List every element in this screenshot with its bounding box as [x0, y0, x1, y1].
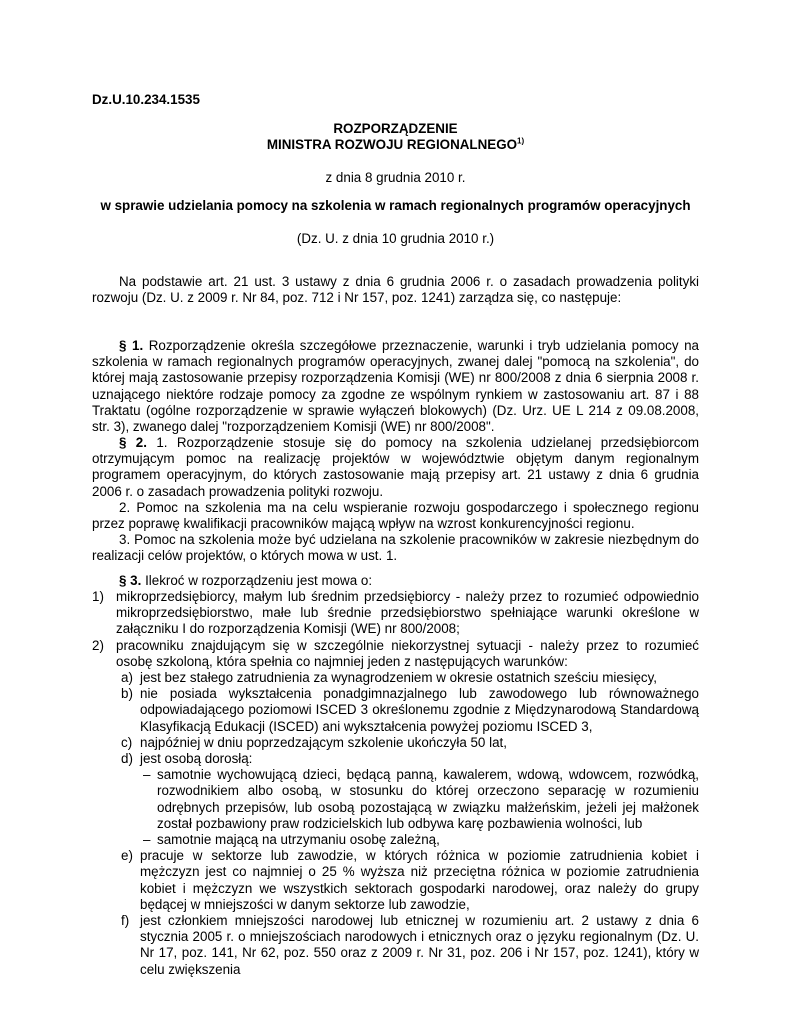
- sub-item-text: jest członkiem mniejszości narodowej lub etnicznej w rozumieniu art. 2 ustawy z dnia 6 stycznia 2005 r. o mniejszościach narodowych i etnicznych oraz o języku regionalnym (Dz. U. Nr 17, poz. 141, Nr 62, poz. 550 oraz z 2009 r. Nr 31, poz. 206 i Nr 157, poz. 1241), który w celu zwiększenia: [140, 913, 699, 977]
- sub-item: [116, 913, 699, 978]
- sub-item-letter: c): [121, 734, 133, 750]
- sub-item: [116, 686, 699, 735]
- item-number: 2): [92, 637, 104, 653]
- sub-item: [116, 735, 699, 751]
- sub-item: [116, 670, 699, 686]
- section-2: [92, 435, 699, 565]
- title-footnote-mark: 1): [517, 136, 525, 146]
- dash-item-text: samotnie mającą na utrzymaniu osobę zależną,: [157, 832, 440, 848]
- sub-item-letter: e): [121, 848, 133, 864]
- section-3-intro: [92, 573, 699, 589]
- item-text: mikroprzedsiębiorcy, małym lub średnim przedsiębiorcy - należy przez to rozumieć odpowiednio mikroprzedsiębiorstwo, małe lub średnie przedsiębiorstwo spełniające warunki określone w załączniku I do rozporządzenia Komisji (WE) nr 800/2008;: [116, 589, 699, 637]
- definitions-list: [92, 589, 699, 978]
- dash-item-text: samotnie wychowującą dzieci, będącą panną, kawalerem, wdową, wdowcem, rozwódką, rozwodnikiem albo osobą, w stosunku do której orzeczono separację w rozumieniu odrębnych przepisów, lub osobą pozostającą w związku małżeńskim, jeżeli jej małżonek został pozbawiony praw rodzicielskich lub odbywa karę pozbawienia wolności, lub: [157, 767, 699, 831]
- dash-item: [140, 767, 699, 832]
- sub-item-text: jest bez stałego zatrudnienia za wynagrodzeniem w okresie ostatnich sześciu miesięcy,: [140, 670, 658, 686]
- section-2-para-2: 2. Pomoc na szkolenia ma na celu wspieranie rozwoju gospodarczego i społecznego regionu przez poprawę kwalifikacji pracowników mającą wpływ na wzrost konkurencyjności regionu.: [92, 499, 699, 532]
- sub-item: [116, 751, 699, 767]
- dash-mark: –: [143, 832, 151, 848]
- preamble: Na podstawie art. 21 ust. 3 ustawy z dnia 6 grudnia 2006 r. o zasadach prowadzenia polityki rozwoju (Dz. U. z 2009 r. Nr 84, poz. 712 i Nr 157, poz. 1241) zarządza się, co następuje:: [92, 274, 699, 306]
- list-item: [92, 589, 699, 638]
- publication-reference: (Dz. U. z dnia 10 grudnia 2010 r.): [296, 231, 495, 246]
- section-3-intro-text: Ilekroć w rozporządzeniu jest mowa o:: [141, 573, 373, 588]
- section-2-para-1-text: 1. Rozporządzenie stosuje się do pomocy na szkolenia udzielanej przedsiębiorcom otrzymującym pomoc na realizację projektów w województwie objętym danym regionalnym programem operacyjnym, do których zastosowanie mają przepisy art. 21 ustawy z dnia 6 grudnia 2006 r. o zasadach prowadzenia polityki rozwoju.: [92, 435, 699, 499]
- sub-item-letter: a): [121, 670, 133, 686]
- item-text: pracowniku znajdującym się w szczególnie niekorzystnej sytuacji - należy przez to rozumieć osobę szkoloną, która spełnia co najmniej jeden z następujących warunków:: [116, 637, 699, 669]
- section-1-mark: § 1.: [119, 338, 144, 353]
- sub-list: [116, 670, 699, 978]
- sub-item-letter: f): [121, 913, 130, 929]
- title-line-2: [92, 137, 699, 153]
- section-1: [92, 338, 699, 435]
- sub-item-text: najpóźniej w dniu poprzedzającym szkolenie ukończyła 50 lat,: [140, 734, 507, 750]
- section-2-para-3: 3. Pomoc na szkolenia może być udzielana na szkolenie pracowników w zakresie niezbędnym do realizacji celów projektów, o których mowa w ust. 1.: [92, 532, 699, 564]
- dash-mark: –: [143, 767, 151, 783]
- act-date: z dnia 8 grudnia 2010 r.: [325, 170, 466, 185]
- sub-item-text: pracuje w sektorze lub zawodzie, w których różnica w poziomie zatrudnienia kobiet i mężczyzn jest co najmniej o 25 % wyższa niż przeciętna różnica w poziomie zatrudnienia kobiet i mężczyzn we wszystkich sektorach gospodarki narodowej, oraz należy do grupy będącej w mniejszości w danym sektorze lub zawodzie,: [140, 848, 699, 912]
- sub-item-letter: d): [121, 751, 133, 767]
- title-line-1: ROZPORZĄDZENIE: [333, 121, 458, 136]
- act-subject: w sprawie udzielania pomocy na szkolenia w ramach regionalnych programów operacyjnych: [100, 198, 691, 213]
- section-2-para-1: [92, 435, 699, 500]
- document-id: Dz.U.10.234.1535: [92, 92, 200, 107]
- sub-item-text: jest osobą dorosłą:: [140, 751, 253, 767]
- sub-item-text: nie posiada wykształcenia ponadgimnazjalnego lub zawodowego lub równoważnego odpowiadającego poziomowi ISCED 3 określonemu zgodnie z Międzynarodową Standardową Klasyfikacją Edukacji (ISCED) ani wykształcenia powyżej poziomu ISCED 3,: [140, 686, 699, 734]
- sub-item: [116, 848, 699, 913]
- list-item: [92, 638, 699, 670]
- sub-item-letter: b): [121, 686, 133, 702]
- section-1-text: Rozporządzenie określa szczegółowe przeznaczenie, warunki i tryb udzielania pomocy na szkolenia w ramach regionalnych programów operacyjnych, zwanej dalej "pomocą na szkolenia", do której mają zastosowanie przepisy rozporządzenia Komisji (WE) nr 800/2008 z dnia 6 sierpnia 2008 r. uznającego niektóre rodzaje pomocy za zgodne ze wspólnym rynkiem w zastosowaniu art. 87 i 88 Traktatu (ogólne rozporządzenie w sprawie wyłączeń blokowych) (Dz. Urz. UE L 214 z 09.08.2008, str. 3), zwanego dalej "rozporządzeniem Komisji (WE) nr 800/2008".: [92, 338, 699, 435]
- section-3-mark: § 3.: [119, 573, 142, 588]
- item-number: 1): [92, 589, 104, 604]
- title-authority: MINISTRA ROZWOJU REGIONALNEGO: [266, 137, 518, 152]
- section-2-mark: § 2.: [119, 435, 147, 450]
- dash-item: [140, 832, 699, 848]
